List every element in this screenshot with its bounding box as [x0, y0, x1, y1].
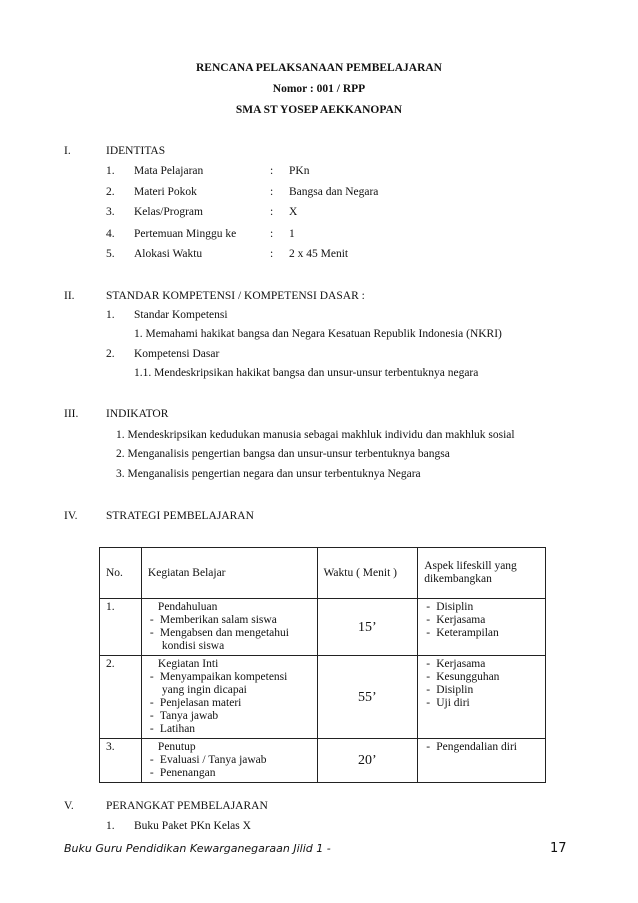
table-header-cell: Aspek lifeskill yang dikembangkan — [418, 548, 546, 599]
identitas-value: 1 — [289, 228, 295, 240]
identitas-label: Materi Pokok — [134, 186, 197, 198]
identitas-value: Bangsa dan Negara — [289, 186, 379, 198]
identitas-value: X — [289, 206, 298, 218]
list-item: - Kesungguhan — [424, 671, 539, 684]
list-number: 1. — [106, 309, 115, 321]
list-item: - Penjelasan materi — [148, 697, 311, 710]
section-heading-indikator: INDIKATOR — [106, 408, 169, 420]
aspek-cell — [418, 656, 546, 739]
list-item: - Uji diri — [424, 697, 539, 710]
aspek-list — [424, 658, 539, 710]
list-item: yang ingin dicapai — [161, 684, 247, 696]
identitas-label: Kelas/Program — [134, 206, 203, 218]
table-header-cell: No. — [100, 548, 142, 599]
list-item: - Penenangan — [148, 767, 311, 780]
aspek-cell — [418, 739, 546, 783]
table-row — [100, 739, 546, 783]
table-row — [100, 656, 546, 739]
aspek-list — [424, 601, 539, 640]
section-number: III. — [64, 408, 79, 420]
identitas-value: 2 x 45 Menit — [289, 248, 349, 260]
list-item: - Pengendalian diri — [424, 741, 539, 754]
doc-number: Nomor : 001 / RPP — [272, 83, 366, 95]
identitas-separator: : — [270, 206, 274, 218]
list-item: - Kerjasama — [424, 614, 539, 627]
identitas-separator: : — [270, 248, 274, 260]
indikator-item: 1. Mendeskripsikan kedudukan manusia sebagai makhluk individu dan makhluk sosial — [116, 429, 515, 441]
identitas-separator: : — [270, 228, 274, 240]
list-number: 2. — [106, 186, 115, 198]
kegiatan-cell — [141, 739, 317, 783]
list-item: - Tanya jawab — [148, 710, 311, 723]
section-heading-standar: STANDAR KOMPETENSI / KOMPETENSI DASAR : — [106, 290, 365, 302]
section-number: V. — [64, 800, 74, 812]
row-number: 1. — [100, 599, 142, 656]
kegiatan-list — [148, 754, 311, 780]
table-header-row — [100, 548, 546, 599]
list-item: - Evaluasi / Tanya jawab — [148, 754, 311, 767]
doc-title: RENCANA PELAKSANAAN PEMBELAJARAN — [196, 62, 442, 74]
indikator-item: 2. Menganalisis pengertian bangsa dan unsur-unsur terbentuknya bangsa — [116, 448, 450, 460]
table-header-cell: Kegiatan Belajar — [141, 548, 317, 599]
row-number: 2. — [100, 656, 142, 739]
section-number: II. — [64, 290, 75, 302]
kegiatan-title: Kegiatan Inti — [157, 658, 219, 670]
section-heading-identitas: IDENTITAS — [106, 145, 166, 157]
kegiatan-list — [148, 614, 311, 653]
standar-kompetensi-label: Standar Kompetensi — [134, 309, 228, 321]
waktu-cell: 15’ — [317, 599, 418, 656]
footer-text: Buku Guru Pendidikan Kewarganegaraan Jilid 1 - — [64, 842, 331, 855]
indikator-item: 3. Menganalisis pengertian negara dan unsur terbentuknya Negara — [116, 468, 421, 480]
list-item: kondisi siswa — [161, 640, 225, 652]
aspek-cell — [418, 599, 546, 656]
list-item: - Disiplin — [424, 601, 539, 614]
identitas-separator: : — [270, 165, 274, 177]
aspek-list — [424, 741, 539, 754]
list-number: 5. — [106, 248, 115, 260]
identitas-separator: : — [270, 186, 274, 198]
school-name: SMA ST YOSEP AEKKANOPAN — [235, 104, 403, 116]
kegiatan-title: Pendahuluan — [157, 601, 218, 613]
table-header-cell: Waktu ( Menit ) — [317, 548, 418, 599]
section-number: IV. — [64, 510, 78, 522]
kegiatan-list — [148, 671, 311, 736]
kompetensi-dasar-item: 1.1. Mendeskripsikan hakikat bangsa dan unsur-unsur terbentuknya negara — [134, 367, 479, 379]
list-number: 3. — [106, 206, 115, 218]
list-item: - Menyampaikan kompetensi — [148, 671, 311, 684]
list-number: 4. — [106, 228, 115, 240]
waktu-cell: 55’ — [317, 656, 418, 739]
list-item: - Keterampilan — [424, 627, 539, 640]
kegiatan-cell — [141, 656, 317, 739]
perangkat-item: Buku Paket PKn Kelas X — [134, 820, 251, 832]
list-number: 2. — [106, 348, 115, 360]
identitas-label: Alokasi Waktu — [134, 248, 203, 260]
strategy-table — [99, 547, 546, 783]
identitas-label: Pertemuan Minggu ke — [134, 228, 237, 240]
list-number: 1. — [106, 820, 115, 832]
kegiatan-title: Penutup — [157, 741, 196, 753]
list-item: - Kerjasama — [424, 658, 539, 671]
table-row — [100, 599, 546, 656]
identitas-label: Mata Pelajaran — [134, 165, 204, 177]
section-heading-perangkat: PERANGKAT PEMBELAJARAN — [106, 800, 268, 812]
standar-kompetensi-item: 1. Memahami hakikat bangsa dan Negara Kesatuan Republik Indonesia (NKRI) — [134, 328, 502, 340]
kegiatan-cell — [141, 599, 317, 656]
identitas-value: PKn — [289, 165, 310, 177]
list-item: - Disiplin — [424, 684, 539, 697]
list-item: - Latihan — [148, 723, 311, 736]
row-number: 3. — [100, 739, 142, 783]
waktu-cell: 20’ — [317, 739, 418, 783]
section-number: I. — [64, 145, 71, 157]
list-item: - Memberikan salam siswa — [148, 614, 311, 627]
kompetensi-dasar-label: Kompetensi Dasar — [134, 348, 220, 360]
section-heading-strategi: STRATEGI PEMBELAJARAN — [106, 510, 254, 522]
list-number: 1. — [106, 165, 115, 177]
page-number: 17 — [550, 841, 567, 856]
list-item: - Mengabsen dan mengetahui — [148, 627, 311, 640]
